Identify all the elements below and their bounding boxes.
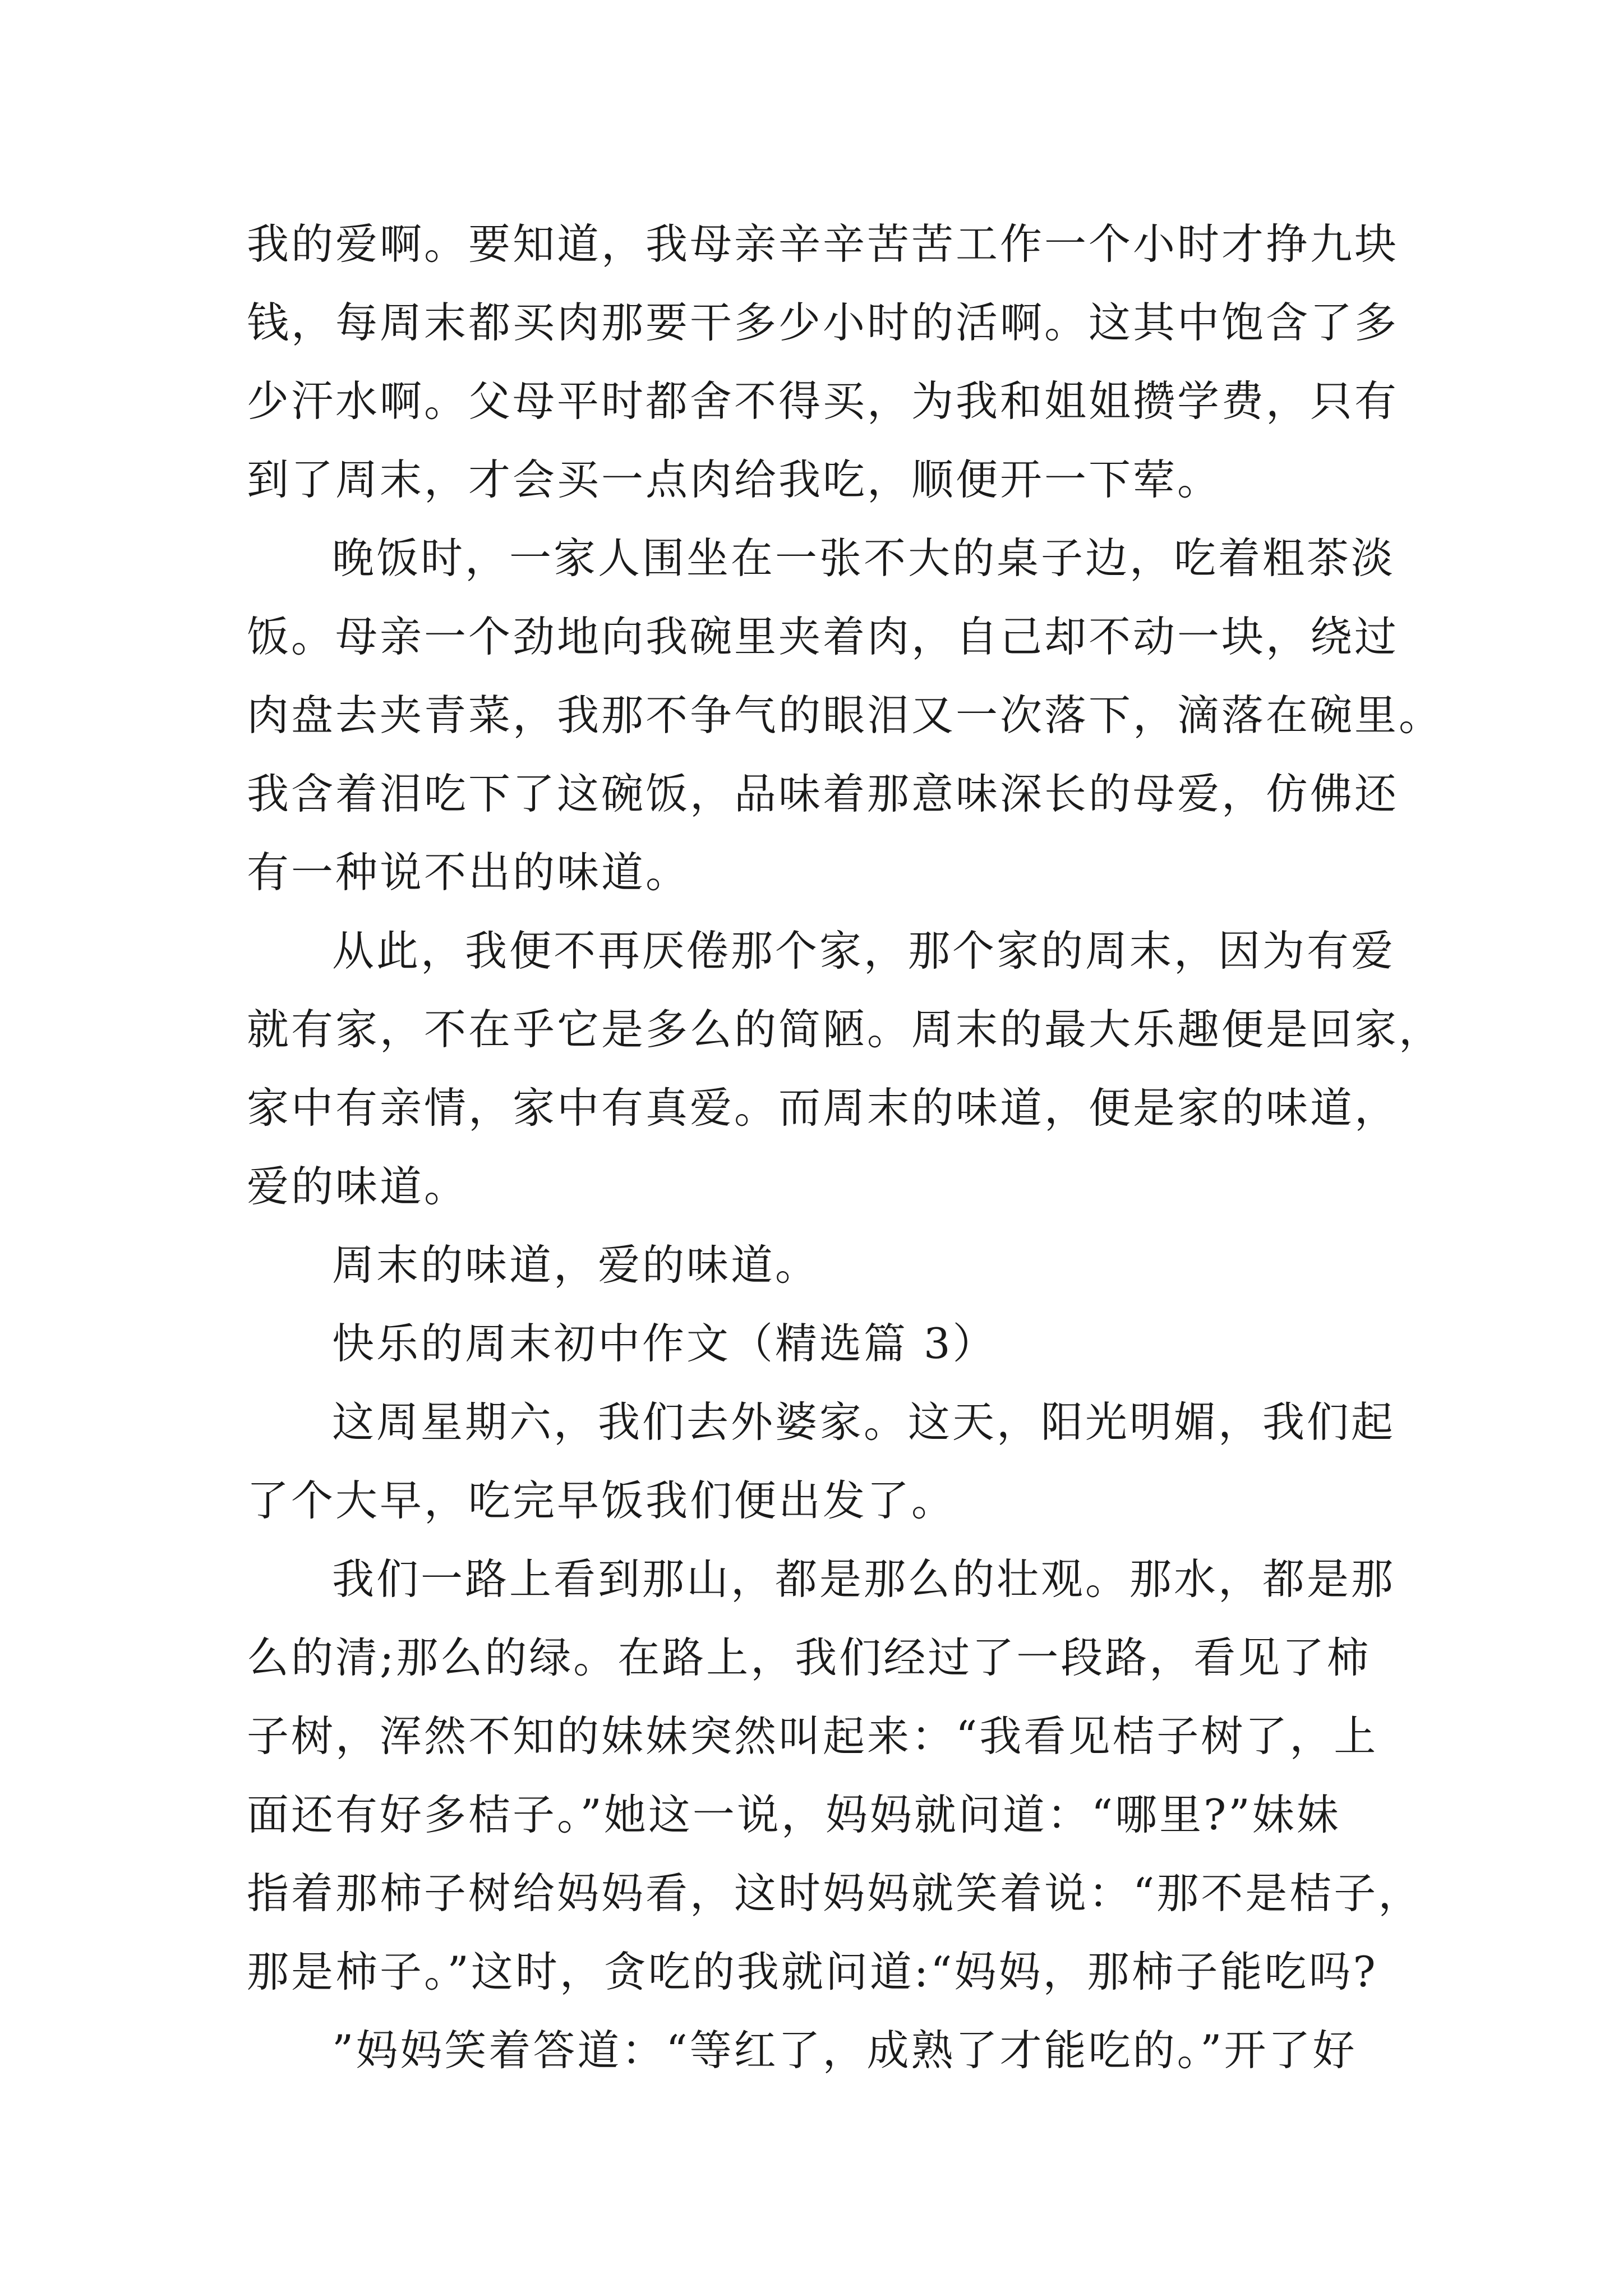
text-line: 到了周末，才会买一点肉给我吃，顺便开一下荤。	[247, 455, 1222, 504]
text-line: ”妈妈笑着答道：“等红了，成熟了才能吃的。”开了好	[332, 2026, 1357, 2075]
text-line: 爱的味道。	[247, 1162, 469, 1211]
text-line: 从此，我便不再厌倦那个家，那个家的周末，因为有爱	[332, 926, 1396, 976]
text-line: 饭。母亲一个劲地向我碗里夹着肉，自己却不动一块，绕过	[247, 612, 1399, 661]
text-line: 这周星期六，我们去外婆家。这天，阳光明媚，我们起	[332, 1397, 1396, 1447]
text-line: 么的清;那么的绿。在路上，我们经过了一段路，看见了柿	[247, 1633, 1371, 1682]
text-line: 周末的味道，爱的味道。	[332, 1240, 820, 1290]
text-line: 我的爱啊。要知道，我母亲辛辛苦苦工作一个小时才挣九块	[247, 219, 1399, 269]
text-line: 指着那柿子树给妈妈看，这时妈妈就笑着说：“那不是桔子，	[247, 1869, 1423, 1918]
text-line: 少汗水啊。父母平时都舍不得买，为我和姐姐攒学费，只有	[247, 376, 1399, 426]
text-line: 那是柿子。”这时，贪吃的我就问道:“妈妈，那柿子能吃吗?	[247, 1947, 1378, 1996]
text-line: 我含着泪吃下了这碗饭，品味着那意味深长的母爱，仿佛还	[247, 769, 1399, 818]
text-line: 晚饭时，一家人围坐在一张不大的桌子边，吃着粗茶淡	[332, 533, 1396, 583]
text-line: 就有家，不在乎它是多么的简陋。周末的最大乐趣便是回家，	[247, 1005, 1444, 1054]
text-line: 面还有好多桔子。”她这一说，妈妈就问道：“哪里?”妹妹	[247, 1790, 1341, 1839]
text-line: 钱，每周末都买肉那要干多少小时的活啊。这其中饱含了多	[247, 298, 1399, 347]
text-line: 肉盘去夹青菜，我那不争气的眼泪又一次落下，滴落在碗里。	[247, 691, 1444, 740]
text-line: 家中有亲情，家中有真爱。而周末的味道，便是家的味道，	[247, 1083, 1399, 1133]
section-heading: 快乐的周末初中作文（精选篇 3）	[332, 1319, 997, 1368]
text-line: 子树，浑然不知的妹妹突然叫起来：“我看见桔子树了，上	[247, 1711, 1378, 1761]
text-line: 有一种说不出的味道。	[247, 848, 690, 897]
text-line: 我们一路上看到那山，都是那么的壮观。那水，都是那	[332, 1554, 1396, 1604]
text-line: 了个大早，吃完早饭我们便出发了。	[247, 1476, 956, 1525]
